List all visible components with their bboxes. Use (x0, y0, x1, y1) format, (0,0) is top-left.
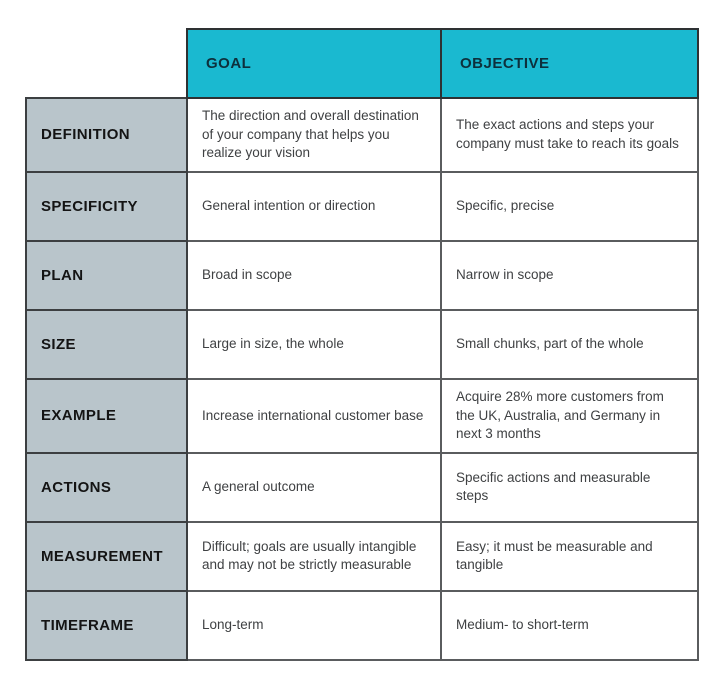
row-header-timeframe: TIMEFRAME (26, 591, 187, 660)
row-header-size: SIZE (26, 310, 187, 379)
objective-cell-measurement: Easy; it must be measurable and tangible (441, 522, 698, 591)
goal-cell-actions: A general outcome (187, 453, 441, 522)
header-row (26, 29, 698, 98)
objective-cell-timeframe: Medium- to short-term (441, 591, 698, 660)
table-row-definition (26, 98, 698, 172)
goal-cell-plan: Broad in scope (187, 241, 441, 310)
goal-cell-measurement: Difficult; goals are usually intangible and may not be strictly measurable (187, 522, 441, 591)
row-header-measurement: MEASUREMENT (26, 522, 187, 591)
goal-cell-example: Increase international customer base (187, 379, 441, 453)
table-row-plan (26, 241, 698, 310)
row-header-specificity: SPECIFICITY (26, 172, 187, 241)
corner-spacer (26, 29, 187, 98)
objective-cell-specificity: Specific, precise (441, 172, 698, 241)
column-header-goal: GOAL (187, 29, 441, 98)
objective-cell-definition: The exact actions and steps your company must take to reach its goals (441, 98, 698, 172)
column-header-objective: OBJECTIVE (441, 29, 698, 98)
table-row-measurement (26, 522, 698, 591)
objective-cell-plan: Narrow in scope (441, 241, 698, 310)
objective-cell-example: Acquire 28% more customers from the UK, Australia, and Germany in next 3 months (441, 379, 698, 453)
row-header-definition: DEFINITION (26, 98, 187, 172)
row-header-example: EXAMPLE (26, 379, 187, 453)
objective-cell-actions: Specific actions and measurable steps (441, 453, 698, 522)
goal-cell-definition: The direction and overall destination of your company that helps you realize your vision (187, 98, 441, 172)
goal-cell-timeframe: Long-term (187, 591, 441, 660)
goal-cell-specificity: General intention or direction (187, 172, 441, 241)
table-row-specificity (26, 172, 698, 241)
row-header-actions: ACTIONS (26, 453, 187, 522)
table-row-size (26, 310, 698, 379)
table-row-actions (26, 453, 698, 522)
row-header-plan: PLAN (26, 241, 187, 310)
goal-vs-objective-table (25, 28, 699, 661)
objective-cell-size: Small chunks, part of the whole (441, 310, 698, 379)
table-row-example (26, 379, 698, 453)
goal-cell-size: Large in size, the whole (187, 310, 441, 379)
table-row-timeframe (26, 591, 698, 660)
